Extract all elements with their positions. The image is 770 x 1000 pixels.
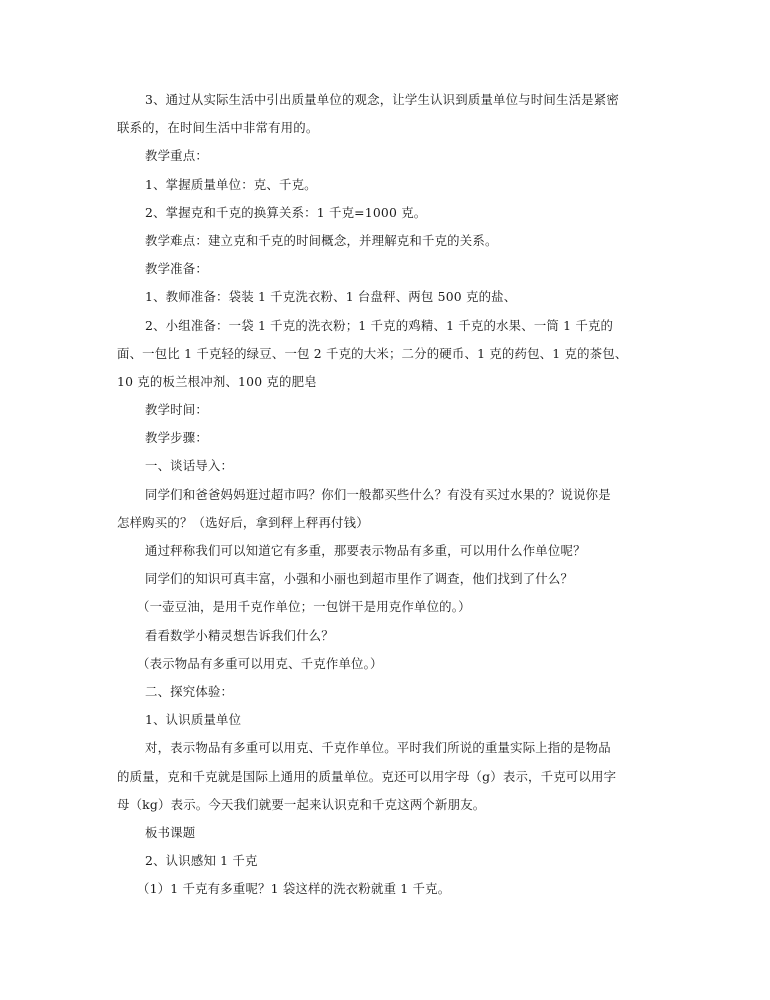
section-heading: 教学时间： bbox=[145, 402, 208, 418]
list-item: 1、认识质量单位 bbox=[145, 712, 242, 728]
section-heading: 一、谈话导入： bbox=[145, 458, 234, 474]
paragraph-line: （1）1 千克有多重呢？1 袋这样的洗衣粉就重 1 千克。 bbox=[137, 881, 451, 897]
list-item: 1、掌握质量单位：克、千克。 bbox=[145, 176, 317, 192]
list-item: 2、小组准备：一袋 1 千克的洗衣粉；1 千克的鸡精、1 千克的水果、一筒 1 千克的 bbox=[145, 317, 614, 333]
paragraph-line: 10 克的板兰根冲剂、100 克的肥皂 bbox=[117, 373, 317, 389]
paragraph-line: 教学难点：建立克和千克的时间概念，并理解克和千克的关系。 bbox=[145, 232, 498, 248]
paragraph-line: 板书课题 bbox=[145, 824, 196, 840]
paragraph-line: 联系的，在时间生活中非常有用的。 bbox=[117, 120, 319, 136]
paragraph-line: （一壶豆油，是用千克作单位；一包饼干是用克作单位的。） bbox=[137, 599, 471, 615]
paragraph-line: 通过秤称我们可以知道它有多重，那要表示物品有多重，可以用什么作单位呢？ bbox=[145, 543, 586, 558]
paragraph-line: （表示物品有多重可以用克、千克作单位。） bbox=[137, 655, 383, 671]
document-body bbox=[117, 86, 662, 903]
section-heading: 二、探究体验： bbox=[145, 683, 234, 699]
section-heading: 教学重点： bbox=[145, 148, 208, 164]
paragraph-line: 同学们和爸爸妈妈逛过超市吗？你们一般都买些什么？有没有买过水果的？说说你是 bbox=[145, 486, 611, 502]
paragraph-line: 怎样购买的？（选好后，拿到秤上秤再付钱） bbox=[117, 514, 369, 530]
list-item: 2、认识感知 1 千克 bbox=[145, 853, 258, 869]
paragraph-line: 3、通过从实际生活中引出质量单位的观念，让学生认识到质量单位与时间生活是紧密 bbox=[145, 92, 619, 107]
paragraph-line: 的质量，克和千克就是国际上通用的质量单位。克还可以用字母（g）表示，千克可以用字 bbox=[117, 768, 617, 784]
section-heading: 教学准备： bbox=[145, 261, 208, 277]
paragraph-line: 面、一包比 1 千克轻的绿豆、一包 2 千克的大米；二分的硬币、1 克的药包、1 克的茶包、 bbox=[117, 345, 628, 361]
paragraph-line: 对，表示物品有多重可以用克、千克作单位。平时我们所说的重量实际上指的是物品 bbox=[145, 740, 611, 756]
section-heading: 教学步骤： bbox=[145, 430, 208, 446]
list-item: 1、教师准备：袋装 1 千克洗衣粉、1 台盘秤、两包 500 克的盐、 bbox=[145, 289, 517, 305]
paragraph-line: 同学们的知识可真丰富，小强和小丽也到超市里作了调查，他们找到了什么？ bbox=[145, 571, 574, 587]
list-item: 2、掌握克和千克的换算关系：1 千克=1000 克。 bbox=[145, 204, 427, 220]
paragraph-line: 母（kg）表示。今天我们就要一起来认识克和千克这两个新朋友。 bbox=[117, 796, 486, 812]
paragraph-line: 看看数学小精灵想告诉我们什么？ bbox=[145, 627, 334, 643]
